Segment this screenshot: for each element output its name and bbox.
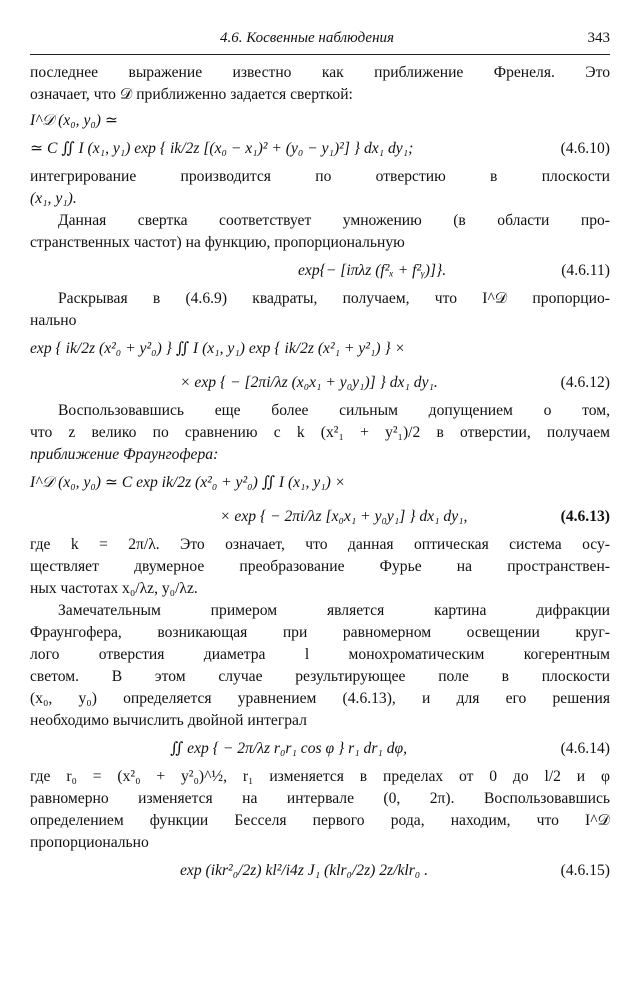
text-line: определением функции Бесселя первого рода, находим, что I^𝒟 [30, 812, 610, 829]
text-line: Раскрывая в (4.6.9) квадраты, получаем, что I^𝒟 пропорцио- [58, 290, 610, 307]
equation-4-6-10-lhs: I^𝒟 (x₀, y₀) ≃ [30, 112, 118, 129]
text-line: равномерно изменяется на интервале (0, 2π). Воспользовавшись [30, 790, 610, 807]
equation-body: I^𝒟 (x₀, y₀) ≃ C exp ik/2z (x²₀ + y²₀) ∬ I (x₁, y₁) × [30, 474, 346, 491]
equation-number: (4.6.10) [560, 140, 610, 157]
text-line: Фраунгофера, возникающая при равномерном освещении круг- [30, 624, 610, 641]
equation-body: exp (ikr²₀/2z) kl²/i4z J₁ (klr₀/2z) 2z/klr₀ . [180, 862, 429, 879]
equation-4-6-14 [30, 732, 610, 766]
text-line: светом. В этом случае результирующее поле в плоскости [30, 668, 610, 685]
text-line: Воспользовавшись еще более сильным допущением о том, [58, 402, 610, 419]
equation-number: (4.6.13) [560, 508, 610, 525]
section-title: 4.6. Косвенные наблюдения [220, 30, 394, 46]
equation-4-6-10 [30, 132, 610, 166]
text-line: означает, что 𝒟 приближенно задается сверткой: [30, 86, 353, 103]
equation-number: (4.6.15) [560, 862, 610, 879]
equation-body: ∬ exp { − 2π/λz r₀r₁ cos φ } r₁ dr₁ dφ, [170, 740, 408, 757]
header-rule [30, 54, 610, 55]
equation-4-6-15 [30, 854, 610, 892]
text-line: необходимо вычислить двойной интеграл [30, 712, 307, 729]
text-line: нально [30, 312, 77, 329]
equation-4-6-12-line2 [30, 366, 610, 400]
text-line: Замечательным примером является картина дифракции [58, 602, 610, 619]
text-line: ных частотах x₀/λz, y₀/λz. [30, 580, 198, 597]
text-line: интегрирование производится по отверстию в плоскости [30, 168, 610, 185]
equation-body: exp { ik/2z (x²₀ + y²₀) } ∬ I (x₁, y₁) exp { ik/2z (x²₁ + y²₁) } × [30, 340, 406, 357]
text-line: последнее выражение известно как приближение Френеля. Это [30, 64, 610, 81]
text-line: Данная свертка соответствует умножению (в области про- [58, 212, 610, 229]
equation-number: (4.6.11) [561, 262, 610, 279]
text-line: (x₁, y₁). [30, 190, 77, 207]
running-header [30, 30, 610, 52]
text-line: что z велико по сравнению с k (x²₁ + y²₁)/2 в отверстии, получаем [30, 424, 610, 441]
equation-body: × exp { − 2πi/λz [x₀x₁ + y₀y₁] } dx₁ dy₁, [220, 508, 468, 525]
equation-4-6-11 [30, 254, 610, 288]
text-line: где r₀ = (x²₀ + y²₀)^½, r₁ изменяется в пределах от 0 до l/2 и φ [30, 768, 610, 785]
equation-4-6-12-line1 [30, 332, 610, 366]
page-number: 343 [587, 30, 610, 46]
text-line: пропорционально [30, 834, 149, 851]
text-line: где k = 2π/λ. Это означает, что данная оптическая система осу- [30, 536, 610, 553]
equation-body: × exp { − [2πi/λz (x₀x₁ + y₀y₁)] } dx₁ dy₁. [180, 374, 438, 391]
equation-body: exp{− [iπλz (f²ₓ + f²ᵧ)]}. [298, 262, 447, 279]
equation-4-6-13-line2 [30, 500, 610, 534]
page-body [30, 62, 610, 892]
equation-number: (4.6.14) [560, 740, 610, 757]
equation-4-6-13-line1 [30, 466, 610, 500]
text-line: лого отверстия диаметра l монохроматическим когерентным [30, 646, 610, 663]
text-line: странственных частот) на функцию, пропорциональную [30, 234, 405, 251]
equation-number: (4.6.12) [560, 374, 610, 391]
text-line: приближение Фраунгофера: [30, 446, 219, 463]
equation-body: ≃ C ∬ I (x₁, y₁) exp { ik/2z [(x₀ − x₁)² + (y₀ − y₁)²] } dx₁ dy₁; [30, 140, 414, 157]
text-line: ществляет двумерное преобразование Фурье на пространствен- [30, 558, 610, 575]
text-line: (x₀, y₀) определяется уравнением (4.6.13), и для его решения [30, 690, 610, 707]
